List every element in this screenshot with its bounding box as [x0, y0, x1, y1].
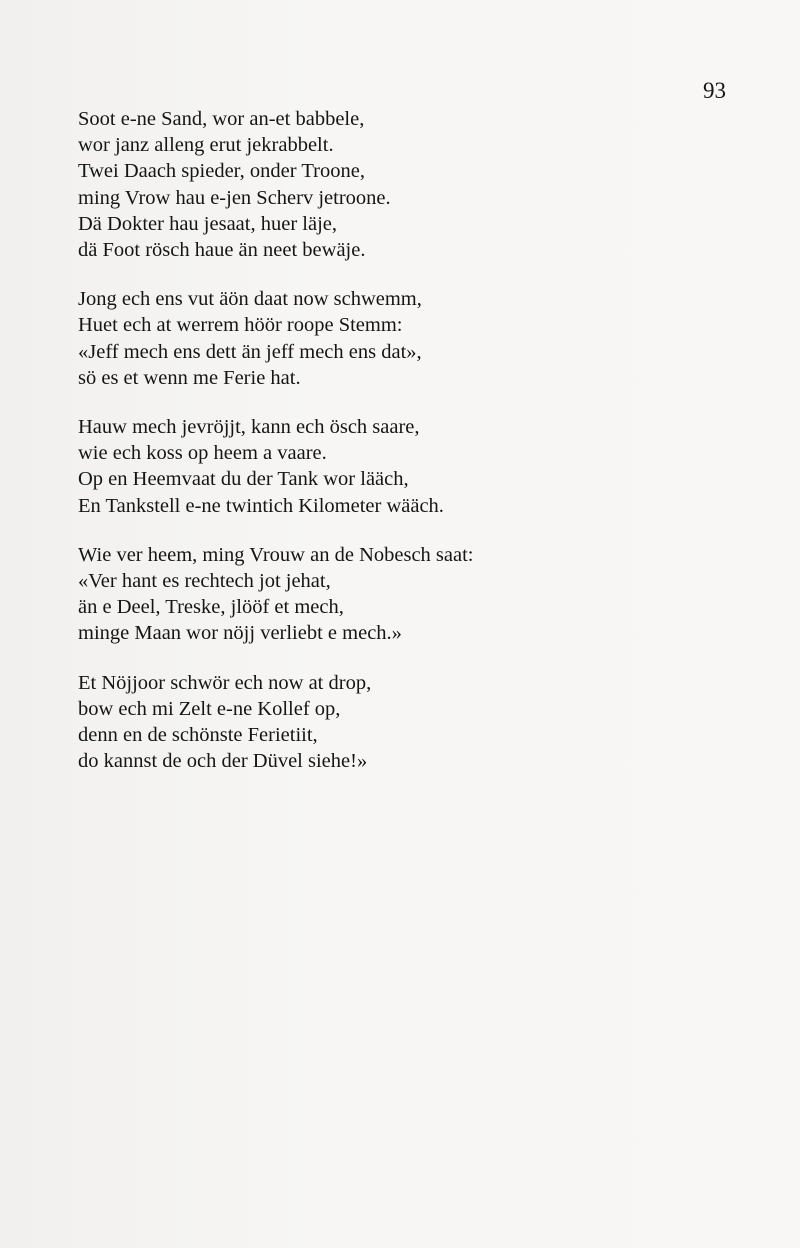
poem	[78, 106, 738, 797]
stanza	[78, 542, 738, 647]
poem-line: bow ech mi Zelt e-ne Kollef op,	[78, 697, 341, 720]
poem-line: wor janz alleng erut jekrabbelt.	[78, 134, 334, 157]
stanza	[78, 106, 738, 263]
poem-line: Twei Daach spieder, onder Troone,	[78, 160, 365, 183]
poem-line: Dä Dokter hau jesaat, huer läje,	[78, 212, 337, 235]
poem-line: do kannst de och der Düvel siehe!»	[78, 750, 368, 773]
poem-line: «Ver hant es rechtech jot jehat,	[78, 570, 331, 593]
stanza	[78, 670, 738, 775]
poem-line: Et Nöjjoor schwör ech now at drop,	[78, 671, 372, 694]
poem-line: Huet ech at werrem höör roope Stemm:	[78, 314, 403, 337]
poem-line: än e Deel, Treske, jlööf et mech,	[78, 596, 344, 619]
poem-line: Soot e-ne Sand, wor an-et babbele,	[78, 108, 365, 130]
poem-line: En Tankstell e-ne twintich Kilometer wääch.	[78, 494, 444, 517]
poem-line: Jong ech ens vut äön daat now schwemm,	[78, 288, 422, 311]
poem-line: minge Maan wor nöjj verliebt e mech.»	[78, 622, 402, 645]
poem-line: «Jeff mech ens dett än jeff mech ens dat»,	[78, 340, 422, 363]
poem-line: dä Foot rösch haue än neet bewäje.	[78, 239, 366, 262]
poem-line: wie ech koss op heem a vaare.	[78, 442, 327, 465]
poem-line: denn en de schönste Ferietiit,	[78, 724, 318, 747]
poem-line: sö es et wenn me Ferie hat.	[78, 366, 301, 389]
page-number: 93	[703, 78, 726, 103]
poem-line: Op en Heemvaat du der Tank wor lääch,	[78, 468, 409, 491]
stanza	[78, 286, 738, 391]
stanza	[78, 414, 738, 519]
poem-line: Hauw mech jevröjjt, kann ech ösch saare,	[78, 416, 420, 439]
poem-line: ming Vrow hau e-jen Scherv jetroone.	[78, 186, 391, 209]
poem-line: Wie ver heem, ming Vrouw an de Nobesch saat:	[78, 543, 474, 566]
